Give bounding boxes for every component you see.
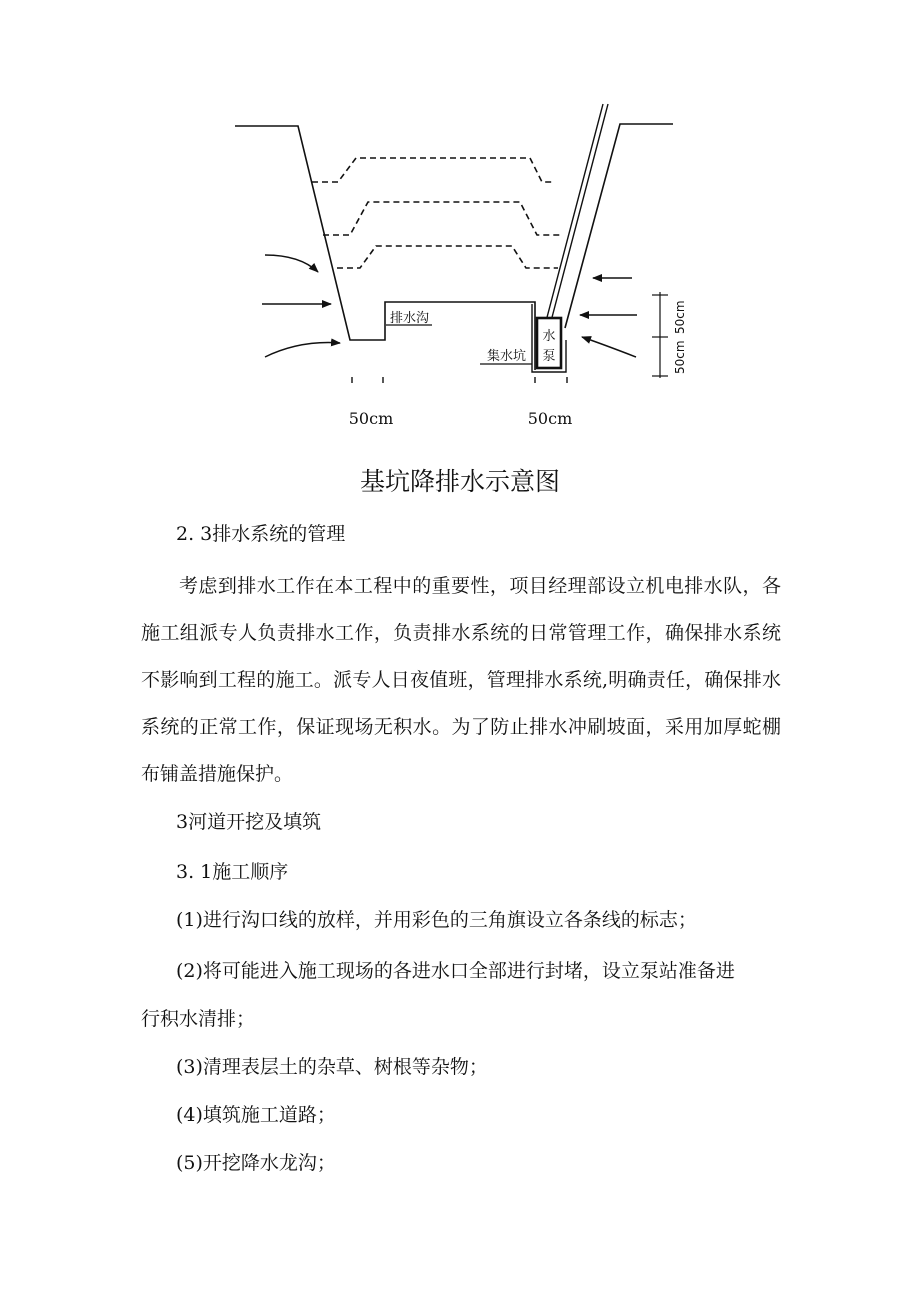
vertical-dim-label-1: 50cm [673, 300, 687, 334]
dim-label-right: 50cm [527, 409, 573, 428]
vertical-dim-label-2: 50cm [673, 340, 687, 374]
sump-label: 集水坑 [487, 349, 527, 364]
step-1: (1)进行沟口线的放样，并用彩色的三角旗设立各条线的标志； [176, 909, 697, 931]
section-heading-3-1: 3. 1施工顺序 [176, 861, 289, 883]
step-4: (4)填筑施工道路； [176, 1104, 336, 1126]
pit-left-wall [235, 126, 535, 370]
dewatering-diagram [0, 0, 920, 440]
groundwater-line-2 [323, 202, 560, 235]
groundwater-line-1 [312, 158, 555, 182]
body-paragraph: 考虑到排水工作在本工程中的重要性，项目经理部设立机电排水队，各施工组派专人负责排水工作，负责排水系统的日常管理工作，确保排水系统不影响到工程的施工。派专人日夜值班，管理排水系统,明确责任，确保排水系统的正常工作，保证现场无积水。为了防止排水冲刷坡面，采用加厚蛇棚布铺盖措施保护。 [141, 575, 781, 785]
water-inflow-arrow [265, 343, 340, 357]
water-inflow-arrow [582, 337, 636, 357]
dim-label-left: 50cm [348, 409, 394, 428]
step-2: (2)将可能进入施工现场的各进水口全部进行封堵，设立泵站准备进 [176, 960, 735, 982]
step-3: (3)清理表层土的杂草、树根等杂物； [176, 1056, 488, 1078]
step-5: (5)开挖降水龙沟； [176, 1152, 336, 1174]
groundwater-line-3 [337, 246, 558, 268]
pump-pipe [550, 104, 608, 325]
water-inflow-arrow [265, 255, 318, 272]
pump-label-2: 泵 [542, 349, 556, 364]
pit-right-wall [565, 124, 673, 328]
pump-label-1: 水 [542, 329, 556, 344]
figure-title: 基坑降排水示意图 [359, 467, 560, 496]
section-heading-2-3: 2. 3排水系统的管理 [176, 523, 346, 545]
drain-ditch-label: 排水沟 [390, 311, 430, 326]
step-2-continued: 行积水清排； [141, 1008, 256, 1030]
section-heading-3: 3河道开挖及填筑 [176, 811, 322, 833]
